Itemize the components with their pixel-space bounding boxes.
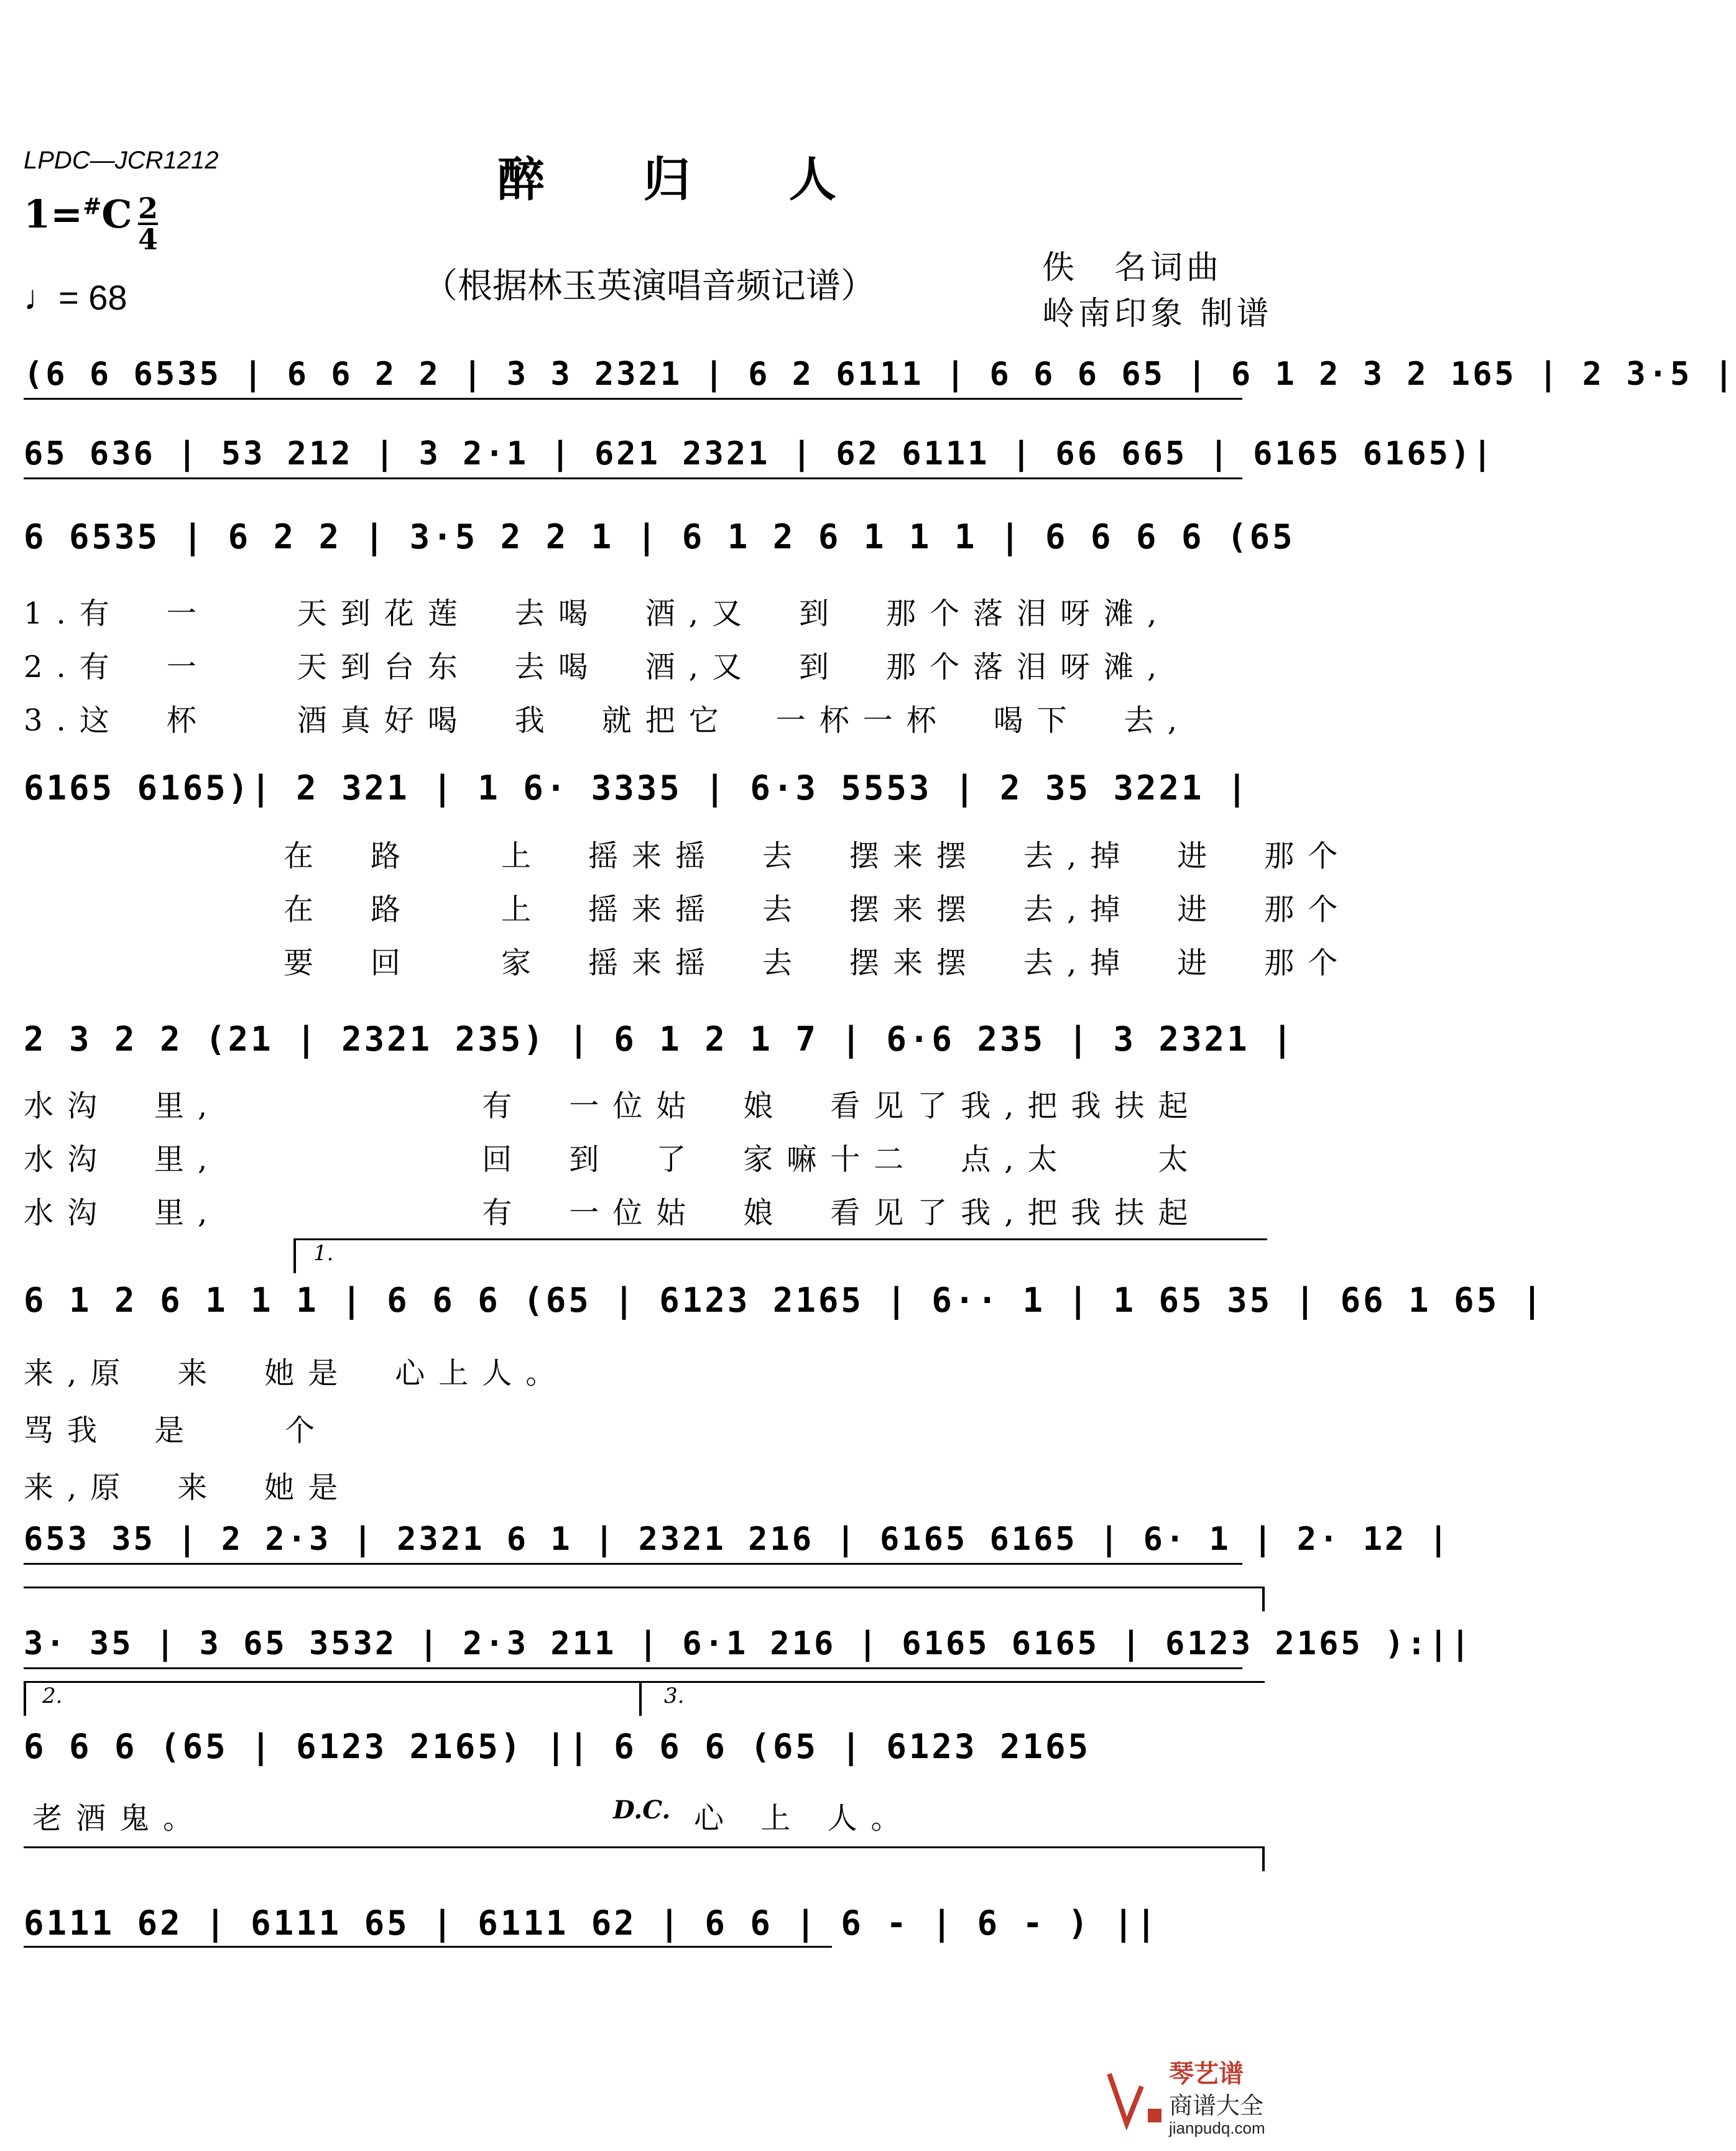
score-row-5: 2 3 2 2 (21 | 2321 235) | 6 1 2 1 7 | 6·6 235 | 3 2321 | <box>24 1020 1295 1059</box>
underline-row-1 <box>24 398 1242 400</box>
ending-3-lyric: 心 上 人。 <box>694 1801 915 1836</box>
verse-4-line-3: 来,原 来 她是 <box>24 1470 352 1505</box>
verse-1-line-2: 2.有 一 天到台东 去喝 酒,又 到 那个落泪呀滩, <box>24 650 1171 684</box>
ending-2-label: 2. <box>42 1683 63 1708</box>
repeat-bracket <box>24 1587 1265 1588</box>
verse-2-line-3: 要 回 家 摇来摇 去 摆来摆 去,掉 进 那个 <box>284 946 1352 980</box>
watermark-site: 商谱大全 <box>1169 2092 1264 2119</box>
coda-bracket-right <box>1262 1846 1265 1871</box>
song-title: 醉 归 人 <box>497 152 877 207</box>
coda-bracket <box>24 1846 1265 1848</box>
key-signature <box>24 191 132 237</box>
score-row-1: (6 6 6535 | 6 6 2 2 | 3 3 2321 | 6 2 6111 | 6 6 6 65 | 6 1 2 3 2 165 | 2 3·5 | <box>24 356 1736 393</box>
score-row-4: 6165 6165)| 2 321 | 1 6· 3335 | 6·3 5553 | 2 35 3221 | <box>24 768 1250 808</box>
verse-3-line-2: 水沟 里, 回 到 了 家嘛十二 点,太 太 <box>24 1142 1202 1177</box>
score-row-7: 653 35 | 2 2·3 | 2321 6 1 | 2321 216 | 6165 6165 | 6· 1 | 2· 12 | <box>24 1521 1451 1558</box>
watermark-url: jianpudq.com <box>1169 2119 1265 2137</box>
ending-1-bracket-left <box>293 1238 296 1273</box>
subtitle: （根据林玉英演唱音频记谱） <box>423 266 875 306</box>
ending-3-bracket-left <box>639 1681 642 1716</box>
key-sharp: # <box>83 193 102 220</box>
score-row-3: 6 6535 | 6 2 2 | 3·5 2 2 1 | 6 1 2 6 1 1 1 | 6 6 6 6 (65 <box>24 517 1295 556</box>
ending-1-label: 1. <box>313 1241 334 1266</box>
key-note: C <box>101 191 132 237</box>
ending-2-bracket <box>25 1681 642 1683</box>
da-capo-marking: D.C. <box>613 1795 671 1825</box>
time-denominator: 4 <box>138 223 159 256</box>
verse-4-line-2: 骂我 是 个 <box>24 1413 329 1448</box>
verse-1-line-3: 3.这 杯 酒真好喝 我 就把它 一杯一杯 喝下 去, <box>24 703 1191 738</box>
ending-1-bracket <box>295 1238 1267 1240</box>
verse-2-line-1: 在 路 上 摇来摇 去 摆来摆 去,掉 进 那个 <box>284 839 1352 873</box>
score-row-9: 6 6 6 (65 | 6123 2165) || 6 6 6 (65 | 6123 2165 <box>24 1727 1091 1766</box>
score-code: LPDC—JCR1212 <box>24 147 219 174</box>
key-prefix: 1= <box>24 191 83 237</box>
time-numerator: 2 <box>138 191 159 225</box>
underline-row-8 <box>24 1667 1242 1669</box>
repeat-bracket-right <box>1262 1587 1265 1611</box>
verse-2-line-2: 在 路 上 摇来摇 去 摆来摆 去,掉 进 那个 <box>284 892 1352 927</box>
watermark-brand: 琴艺谱 <box>1169 2059 1244 2088</box>
score-row-2: 65 636 | 53 212 | 3 2·1 | 621 2321 | 62 6111 | 66 665 | 6165 6165)| <box>24 435 1495 472</box>
quarter-note-icon: ♩ <box>24 278 58 317</box>
verse-1-line-1: 1.有 一 天到花莲 去喝 酒,又 到 那个落泪呀滩, <box>24 596 1171 631</box>
verse-3-line-3: 水沟 里, 有 一位姑 娘 看见了我,把我扶起 <box>24 1195 1202 1230</box>
score-row-6: 6 1 2 6 1 1 1 | 6 6 6 (65 | 6123 2165 | 6·· 1 | 1 65 35 | 66 1 65 | <box>24 1281 1545 1320</box>
verse-4-line-1: 来,原 来 她是 心上人。 <box>24 1356 570 1391</box>
ending-2-bracket-left <box>24 1681 26 1716</box>
verse-3-line-1: 水沟 里, 有 一位姑 娘 看见了我,把我扶起 <box>24 1089 1202 1123</box>
score-row-10: 6111 62 | 6111 65 | 6111 62 | 6 6 | 6 - | 6 - ) || <box>24 1904 1159 1943</box>
underline-row-7 <box>24 1563 1242 1565</box>
watermark <box>1104 2049 1291 2149</box>
tempo-value: = 68 <box>58 278 127 317</box>
score-row-8: 3· 35 | 3 65 3532 | 2·3 211 | 6·1 216 | 6165 6165 | 6123 2165 ):|| <box>24 1625 1473 1662</box>
composer-credit: 佚 名词曲 <box>1042 249 1223 287</box>
time-signature <box>138 191 159 256</box>
underline-row-2 <box>24 477 1242 479</box>
tempo-marking <box>24 277 127 318</box>
ending-3-bracket <box>640 1681 1265 1683</box>
underline-row-10 <box>24 1946 832 1948</box>
ending-3-label: 3. <box>664 1683 685 1708</box>
arranger-credit: 岭南印象 制谱 <box>1042 295 1273 333</box>
ending-2-lyric: 老酒鬼。 <box>32 1801 207 1836</box>
